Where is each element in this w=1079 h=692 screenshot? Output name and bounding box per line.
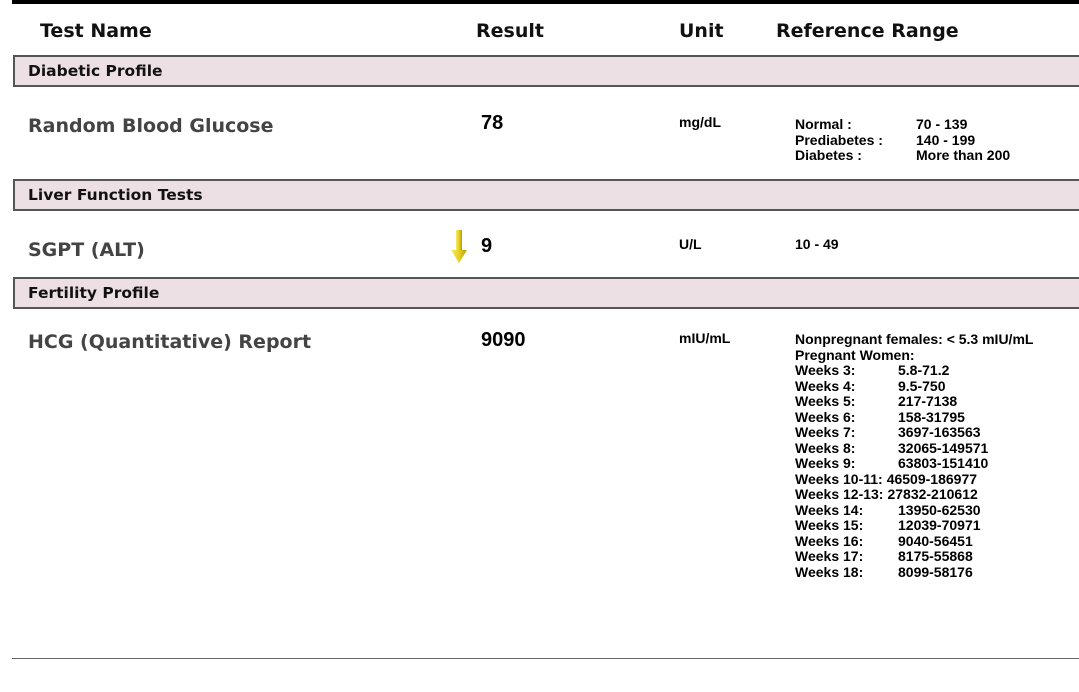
- header-test-name: Test Name: [40, 20, 152, 42]
- week-row: [795, 441, 1033, 457]
- section-title: Liver Function Tests: [28, 186, 203, 204]
- week-value: 63803-151410: [898, 455, 989, 471]
- result-sgpt-alt: 9: [481, 235, 493, 257]
- unit-hcg: mIU/mL: [679, 330, 731, 346]
- ref-pregnant-heading: Pregnant Women:: [795, 346, 915, 363]
- week-label: Weeks 9:: [795, 455, 856, 471]
- week-label: Weeks 18:: [795, 563, 864, 580]
- bottom-border: [12, 658, 1079, 659]
- header-reference-range: Reference Range: [776, 20, 959, 42]
- week-label: Weeks 14:: [795, 501, 864, 518]
- ref-value: More than 200: [916, 147, 1011, 163]
- ref-hcg: [795, 332, 1033, 580]
- week-value: 8099-58176: [898, 563, 973, 580]
- week-row: [795, 518, 1033, 534]
- week-value: 46509-186977: [886, 470, 978, 487]
- ref-label: Normal :: [795, 116, 852, 132]
- section-fertility-profile: [13, 277, 1079, 309]
- week-row: [795, 487, 1033, 503]
- week-value: 158-31795: [898, 408, 965, 425]
- header-result: Result: [476, 20, 544, 42]
- week-label: Weeks 6:: [795, 408, 856, 425]
- week-value: 3697-163563: [898, 424, 981, 440]
- result-random-blood-glucose: 78: [481, 112, 504, 134]
- ref-random-blood-glucose: [795, 117, 1010, 164]
- result-hcg: 9090: [481, 329, 526, 351]
- week-row: [795, 456, 1033, 472]
- ref-label: Prediabetes :: [795, 131, 883, 148]
- week-row: [795, 379, 1033, 395]
- week-label: Weeks 12-13:: [795, 486, 884, 502]
- week-row: [795, 534, 1033, 550]
- low-arrow-icon: [450, 229, 468, 265]
- section-title: Diabetic Profile: [28, 62, 163, 80]
- weeks-list: [795, 363, 1033, 580]
- week-row: [795, 363, 1033, 379]
- section-liver-function-tests: [13, 179, 1079, 211]
- week-row: [795, 565, 1033, 581]
- week-value: 13950-62530: [898, 501, 981, 518]
- ref-nonpregnant: Nonpregnant females: < 5.3 mIU/mL: [795, 331, 1034, 347]
- week-value: 217-7138: [898, 393, 958, 409]
- week-row: [795, 472, 1033, 488]
- test-name-random-blood-glucose: Random Blood Glucose: [28, 115, 274, 137]
- ref-label: Diabetes :: [795, 147, 862, 163]
- week-row: [795, 394, 1033, 410]
- section-title: Fertility Profile: [28, 284, 160, 302]
- week-row: [795, 410, 1033, 426]
- test-name-hcg: HCG (Quantitative) Report: [28, 331, 312, 353]
- week-value: 5.8-71.2: [898, 362, 950, 378]
- week-value: 9.5-750: [898, 377, 946, 394]
- section-diabetic-profile: [13, 55, 1079, 87]
- top-border: [12, 0, 1079, 4]
- test-name-sgpt-alt: SGPT (ALT): [28, 239, 145, 261]
- week-value: 9040-56451: [898, 532, 973, 549]
- week-label: Weeks 17:: [795, 548, 864, 564]
- week-label: Weeks 4:: [795, 377, 856, 394]
- unit-random-blood-glucose: mg/dL: [679, 114, 721, 130]
- week-value: 32065-149571: [898, 439, 989, 456]
- week-label: Weeks 3:: [795, 362, 856, 378]
- week-row: [795, 425, 1033, 441]
- unit-sgpt-alt: U/L: [679, 236, 702, 252]
- week-value: 27832-210612: [887, 486, 978, 502]
- week-label: Weeks 5:: [795, 393, 856, 409]
- week-value: 12039-70971: [898, 517, 981, 533]
- week-label: Weeks 7:: [795, 424, 856, 440]
- week-label: Weeks 16:: [795, 532, 864, 549]
- ref-value: 70 - 139: [916, 116, 968, 132]
- ref-value: 140 - 199: [916, 131, 976, 148]
- week-label: Weeks 8:: [795, 439, 856, 456]
- week-label: Weeks 15:: [795, 517, 864, 533]
- week-row: [795, 503, 1033, 519]
- header-unit: Unit: [679, 20, 724, 42]
- week-label: Weeks 10-11:: [795, 470, 883, 487]
- ref-sgpt-alt: 10 - 49: [795, 236, 839, 252]
- week-value: 8175-55868: [898, 548, 973, 564]
- week-row: [795, 549, 1033, 565]
